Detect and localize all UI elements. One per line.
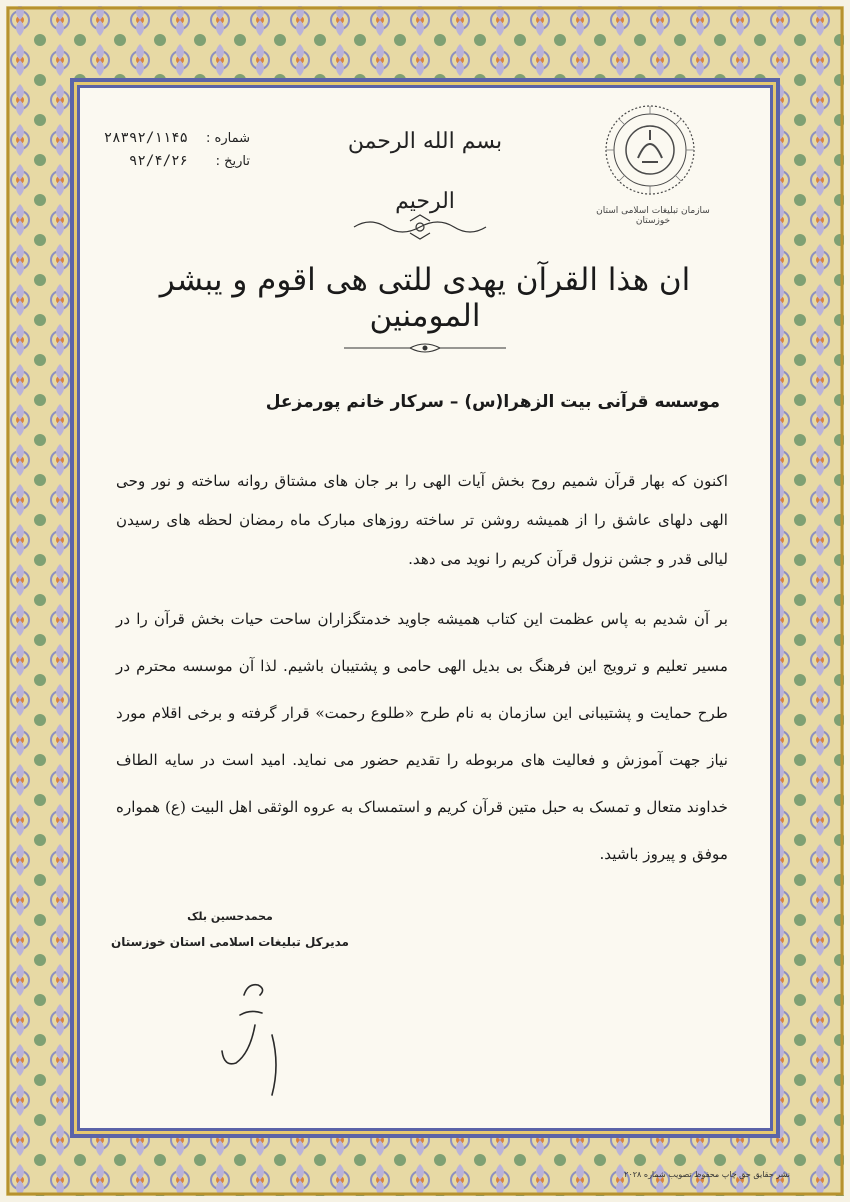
body-paragraph-2: بر آن شدیم به پاس عظمت این کتاب همیشه جاوید خدمتگزاران ساحت حیات بخش قرآن را در مسیر تعلیم و ترویج این فرهنگ بی بدیل الهی حامی و پشتیبان باشیم. لذا آن موسسه محترم در طرح حمایت و پشتیبانی این سازمان به نام طرح «طلوع رحمت» قرار گرفته و برخی اقلام مورد نیاز جهت آموزش و فعالیت های مربوطه را تقدیم حضور می نماید. امید است در سایه الطاف خداوند متعال و تمسک به حبل متین قرآن کریم و استمساک به عروه الوثقی اهل البیت (ع) همواره موفق و پیروز باشید.: [116, 610, 728, 863]
date-value: ۹۲/۴/۲۶: [128, 153, 188, 169]
number-label: شماره :: [206, 131, 250, 146]
recipient-line: موسسه قرآنی بیت الزهرا(س) – سرکار خانم پورمزعل: [265, 392, 720, 412]
divider-flourish: [340, 340, 510, 356]
date-line: [60, 150, 250, 173]
footer-print-note: نشر حقایق حق چاپ محفوظ تصویب شماره ۲۰۲۸: [624, 1170, 790, 1179]
basmala-calligraphy: بسم الله الرحمن الرحیم: [347, 129, 503, 214]
letter-body: [116, 462, 728, 878]
number-value: ۲۸۳۹۲/۱۱۴۵: [103, 130, 188, 146]
top-flourish-ornament: [350, 213, 490, 241]
organization-logo: [600, 100, 700, 200]
quran-verse-heading: ان هذا القرآن یهدی للتی هی اقوم و یبشر المومنین: [159, 262, 691, 334]
handwritten-signature: [200, 955, 320, 1105]
signatory-title: مدیرکل تبلیغات اسلامی استان خوزستان: [111, 935, 349, 949]
body-paragraph-1: اکنون که بهار قرآن شمیم روح بخش آیات الهی را بر جان های مشتاق روانه ساخته و نور وحی الهی دلهای عاشق را از همیشه روشن تر ساخته روزهای مبارک ماه رمضان لحظه های رسیدن لیالی قدر و جشن نزول قرآن کریم را نوید می دهد.: [116, 472, 728, 568]
organization-caption: سازمان تبلیغات اسلامی استان خوزستان: [596, 206, 710, 226]
date-label: تاریخ :: [215, 154, 250, 169]
number-line: [60, 127, 250, 150]
signatory-name: محمدحسین بلک: [187, 910, 273, 923]
